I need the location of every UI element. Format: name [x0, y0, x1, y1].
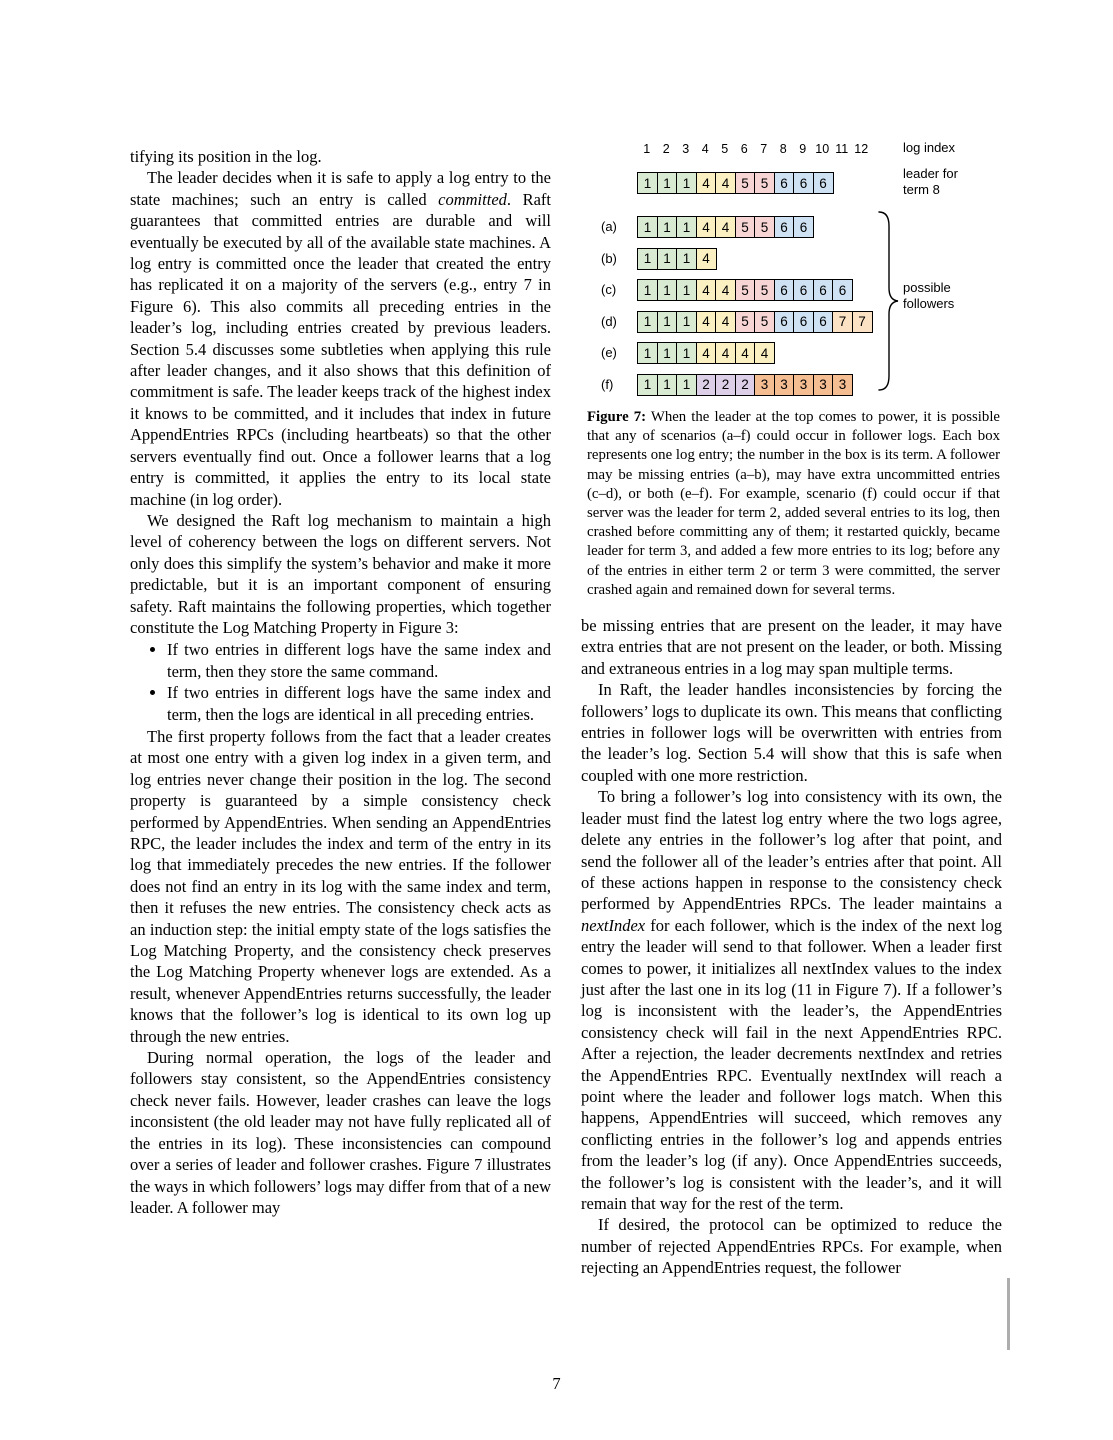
paragraph [130, 1047, 551, 1218]
figure-7-diagram [581, 140, 1002, 400]
figure-caption [587, 408, 1000, 600]
log-entry-cell: 1 [657, 216, 678, 238]
log-entry-cell: 1 [676, 172, 697, 194]
follower-label: (b) [601, 250, 617, 266]
log-entry-cell: 1 [637, 374, 658, 396]
log-entry-cell: 4 [715, 279, 736, 301]
log-entry-cell: 4 [696, 342, 717, 364]
log-entry-cell: 4 [754, 342, 775, 364]
log-entry-cell: 6 [813, 279, 834, 301]
log-index-number: 6 [740, 142, 748, 156]
log-entry-cell: 4 [696, 279, 717, 301]
log-entry-cell: 3 [832, 374, 853, 396]
log-entry-cell: 2 [735, 374, 756, 396]
italic-text: committed [438, 189, 507, 209]
log-entry-cell: 4 [696, 311, 717, 333]
bold-text: Figure 7: [587, 409, 647, 425]
log-entry-cell: 1 [657, 374, 678, 396]
paragraph [587, 408, 1000, 600]
log-index-number: 11 [835, 142, 849, 156]
log-entry-cell: 6 [813, 311, 834, 333]
log-entry-cell: 6 [793, 279, 814, 301]
log-cells [637, 311, 873, 333]
log-entry-cell: 1 [637, 216, 658, 238]
log-entry-cell: 6 [774, 216, 795, 238]
right-column-text [581, 615, 1002, 1279]
log-entry-cell: 1 [676, 374, 697, 396]
log-entry-cell: 2 [715, 374, 736, 396]
grouping-brace-icon [875, 210, 901, 392]
paragraph [581, 786, 1002, 1214]
log-entry-cell: 6 [793, 311, 814, 333]
text-run: . Raft guarantees that committed entries are durable and will eventually be executed by all of the available state machines. A log entry is committed once the leader that created the entry has replicated it on a majority of the servers (e.g., entry 7 in Figure 6). This also commits all preceding entries in the leader’s log, including entries created by previous leaders. Section 5.4 discusses some subtleties when applying this rule after leader changes, and it also shows that this definition of commitment is safe. The leader keeps track of the highest index it knows to be committed, and it includes that index in future AppendEntries RPCs (including heartbeats) so that the other servers eventually find out. Once a follower learns that a log entry is committed, it applies the entry to its local state machine (in log order). [130, 189, 551, 509]
log-entry-cell: 1 [637, 248, 658, 270]
leader-label-line2: term 8 [903, 182, 940, 197]
change-bar [1007, 1278, 1010, 1350]
page-number: 7 [552, 1374, 561, 1393]
follower-label: (c) [601, 282, 617, 297]
log-entry-cell: 1 [637, 279, 658, 301]
log-entry-cell: 6 [813, 172, 834, 194]
log-entry-cell: 1 [676, 311, 697, 333]
log-entry-cell: 1 [657, 279, 678, 301]
left-column [130, 146, 551, 1218]
log-cells [637, 216, 814, 238]
italic-text: nextIndex [581, 915, 646, 935]
text-run: If desired, the protocol can be optimized to reduce the number of rejected AppendEntries RPCs. For example, when rejecting an AppendEntries request, the follower [581, 1215, 1002, 1278]
log-entry-cell: 1 [657, 311, 678, 333]
log-cells [637, 172, 834, 194]
text-run: The leader decides when it is safe to apply a log entry to the state machines; such an entry is called [130, 168, 551, 209]
log-entry-cell: 3 [774, 374, 795, 396]
log-entry-cell: 1 [676, 248, 697, 270]
log-entry-cell: 3 [793, 374, 814, 396]
log-entry-cell: 2 [696, 374, 717, 396]
log-index-number: 5 [721, 142, 729, 156]
follower-log-row [581, 216, 1002, 238]
text-run: If two entries in different logs have the same index and term, then they store the same command. [167, 640, 551, 681]
leader-log-row [581, 172, 1002, 194]
follower-log-row [581, 248, 1002, 270]
text-run: When the leader at the top comes to power, it is possible that any of scenarios (a–f) could occur in follower logs. Each box represents one log entry; the number in the box is its term. A follower may be missing entries (a–b), may have extra uncommitted entries (c–d), or both (e–f). For example, scenario (f) could occur if that server was the leader for term 2, added several entries to its log, then crashed before committing any of them; it restarted quickly, became leader for term 3, and added a few more entries to its log; before any of the entries in either term 2 or term 3 were committed, the server crashed again and remained down for several terms. [587, 409, 1001, 598]
log-entry-cell: 4 [696, 172, 717, 194]
log-index-number: 4 [701, 142, 709, 156]
paragraph [581, 679, 1002, 786]
log-index-number: 10 [815, 142, 830, 156]
log-entry-cell: 5 [754, 279, 775, 301]
text-run: We designed the Raft log mechanism to maintain a high level of coherency between the logs on different servers. Not only does this simplify the system’s behavior and make it more predictable, but it is an important component of ensuring safety. Raft maintains the following properties, which together constitute the Log Matching Property in Figure 3: [130, 510, 551, 637]
paragraph [581, 1214, 1002, 1278]
text-run: During normal operation, the logs of the leader and followers stay consistent, so the AppendEntries consistency check never fails. However, leader crashes can leave the logs inconsistent (the old leader may not have fully replicated all of the entries in its log). These inconsistencies can compound over a series of leader and follower crashes. Figure 7 illustrates the ways in which followers’ logs may differ from that of a new leader. A follower may [130, 1048, 551, 1217]
log-index-row [637, 142, 871, 157]
log-entry-cell: 6 [793, 216, 814, 238]
text-run: The first property follows from the fact that a leader creates at most one entry with a given log index in a given term, and log entries never change their position in the log. The second property is guaranteed by a simple consistency check performed by AppendEntries. When sending an AppendEntries RPC, the leader includes the index and term of the entry in its log that immediately precedes the new entries. If the follower does not find an entry in its log with the same index and term, then it refuses the new entries. The consistency check acts as an induction step: the initial empty state of the logs satisfies the Log Matching Property, and the consistency check preserves the Log Matching Property whenever logs are extended. As a result, whenever AppendEntries returns successfully, the leader knows that the follower’s log is identical to its own log up through the new entries. [130, 726, 551, 1046]
log-entry-cell: 4 [696, 216, 717, 238]
log-entry-cell: 5 [754, 311, 775, 333]
log-entry-cell: 4 [715, 311, 736, 333]
log-entry-cell: 5 [735, 311, 756, 333]
paragraph [130, 510, 551, 638]
log-entry-cell: 1 [657, 342, 678, 364]
log-entry-cell: 1 [637, 311, 658, 333]
follower-label: (d) [601, 313, 617, 329]
log-entry-cell: 6 [774, 311, 795, 333]
paragraph [130, 726, 551, 1047]
log-entry-cell: 4 [715, 172, 736, 194]
brace-label-line1: possible [903, 280, 951, 295]
log-entry-cell: 5 [754, 216, 775, 238]
log-entry-cell: 5 [735, 172, 756, 194]
log-entry-cell: 1 [637, 172, 658, 194]
text-run: be missing entries that are present on the leader, it may have extra entries that are not present on the leader, or both. Missing and extraneous entries in a log may span multiple terms. [581, 616, 1002, 678]
brace-label-line2: followers [903, 296, 955, 311]
bullet-item [167, 639, 551, 682]
log-entry-cell: 4 [696, 248, 717, 270]
log-index-number: 9 [799, 142, 807, 156]
follower-label: (a) [601, 219, 617, 234]
right-column [581, 140, 1002, 1279]
log-index-label: log index [903, 140, 956, 155]
paragraph [130, 167, 551, 510]
bullet-list [130, 639, 551, 725]
paragraph [581, 615, 1002, 679]
text-run: In Raft, the leader handles inconsistencies by forcing the followers’ logs to duplicate its own. This means that conflicting entries in follower logs will be overwritten with entries from the leader’s log. Section 5.4 will show that this is safe when coupled with one more restriction. [581, 680, 1002, 785]
log-entry-cell: 6 [832, 279, 853, 301]
text-run: To bring a follower’s log into consistency with its own, the leader must find the latest log entry where the two logs agree, delete any entries in the follower’s log after that point, and send the follower all of the leader’s entries after that point. All of these actions happen in response to the consistency check performed by AppendEntries RPCs. The leader maintains a [581, 787, 1002, 914]
log-index-number: 7 [760, 142, 768, 156]
follower-log-row [581, 374, 1002, 396]
log-entry-cell: 4 [715, 342, 736, 364]
log-index-number: 3 [682, 142, 690, 156]
log-entry-cell: 1 [657, 248, 678, 270]
log-entry-cell: 4 [735, 342, 756, 364]
log-cells [637, 342, 775, 364]
log-entry-cell: 7 [832, 311, 853, 333]
log-entry-cell: 5 [735, 216, 756, 238]
text-run: tifying its position in the log. [130, 147, 322, 166]
log-entry-cell: 1 [657, 172, 678, 194]
log-entry-cell: 5 [735, 279, 756, 301]
log-index-number: 8 [779, 142, 787, 156]
log-entry-cell: 1 [676, 342, 697, 364]
log-entry-cell: 6 [793, 172, 814, 194]
follower-log-row [581, 342, 1002, 364]
leader-label-line1: leader for [903, 166, 958, 181]
log-cells [637, 248, 717, 270]
paragraph [130, 146, 551, 167]
log-index-number: 2 [662, 142, 670, 156]
follower-label: (f) [601, 376, 614, 392]
log-entry-cell: 1 [676, 279, 697, 301]
log-cells [637, 279, 853, 301]
log-entry-cell: 4 [715, 216, 736, 238]
log-entry-cell: 1 [637, 342, 658, 364]
log-index-number: 1 [643, 142, 651, 156]
follower-log-row [581, 311, 1002, 333]
bullet-item [167, 682, 551, 725]
text-run: If two entries in different logs have the same index and term, then the logs are identical in all preceding entries. [167, 683, 551, 724]
log-entry-cell: 6 [774, 279, 795, 301]
log-entry-cell: 5 [754, 172, 775, 194]
log-cells [637, 374, 853, 396]
follower-label: (e) [601, 345, 617, 360]
log-entry-cell: 3 [813, 374, 834, 396]
log-entry-cell: 1 [676, 216, 697, 238]
log-entry-cell: 7 [852, 311, 873, 333]
text-run: for each follower, which is the index of the next log entry the leader will send to that follower. When a leader first comes to power, it initializes all nextIndex values to the index just after the last one in its log (11 in Figure 7). If a follower’s log is inconsistent with the leader’s, the AppendEntries consistency check will fail in the next AppendEntries RPC. After a rejection, the leader decrements nextIndex and retries the AppendEntries RPC. Eventually nextIndex will reach a point where the leader and follower logs match. When this happens, AppendEntries will succeed, which removes any conflicting entries in the follower’s log and appends entries from the leader’s log (if any). Once AppendEntries succeeds, the follower’s log is consistent with the leader’s, and it will remain that way for the rest of the term. [581, 915, 1002, 1213]
log-index-number: 12 [854, 142, 869, 156]
log-entry-cell: 3 [754, 374, 775, 396]
log-entry-cell: 6 [774, 172, 795, 194]
